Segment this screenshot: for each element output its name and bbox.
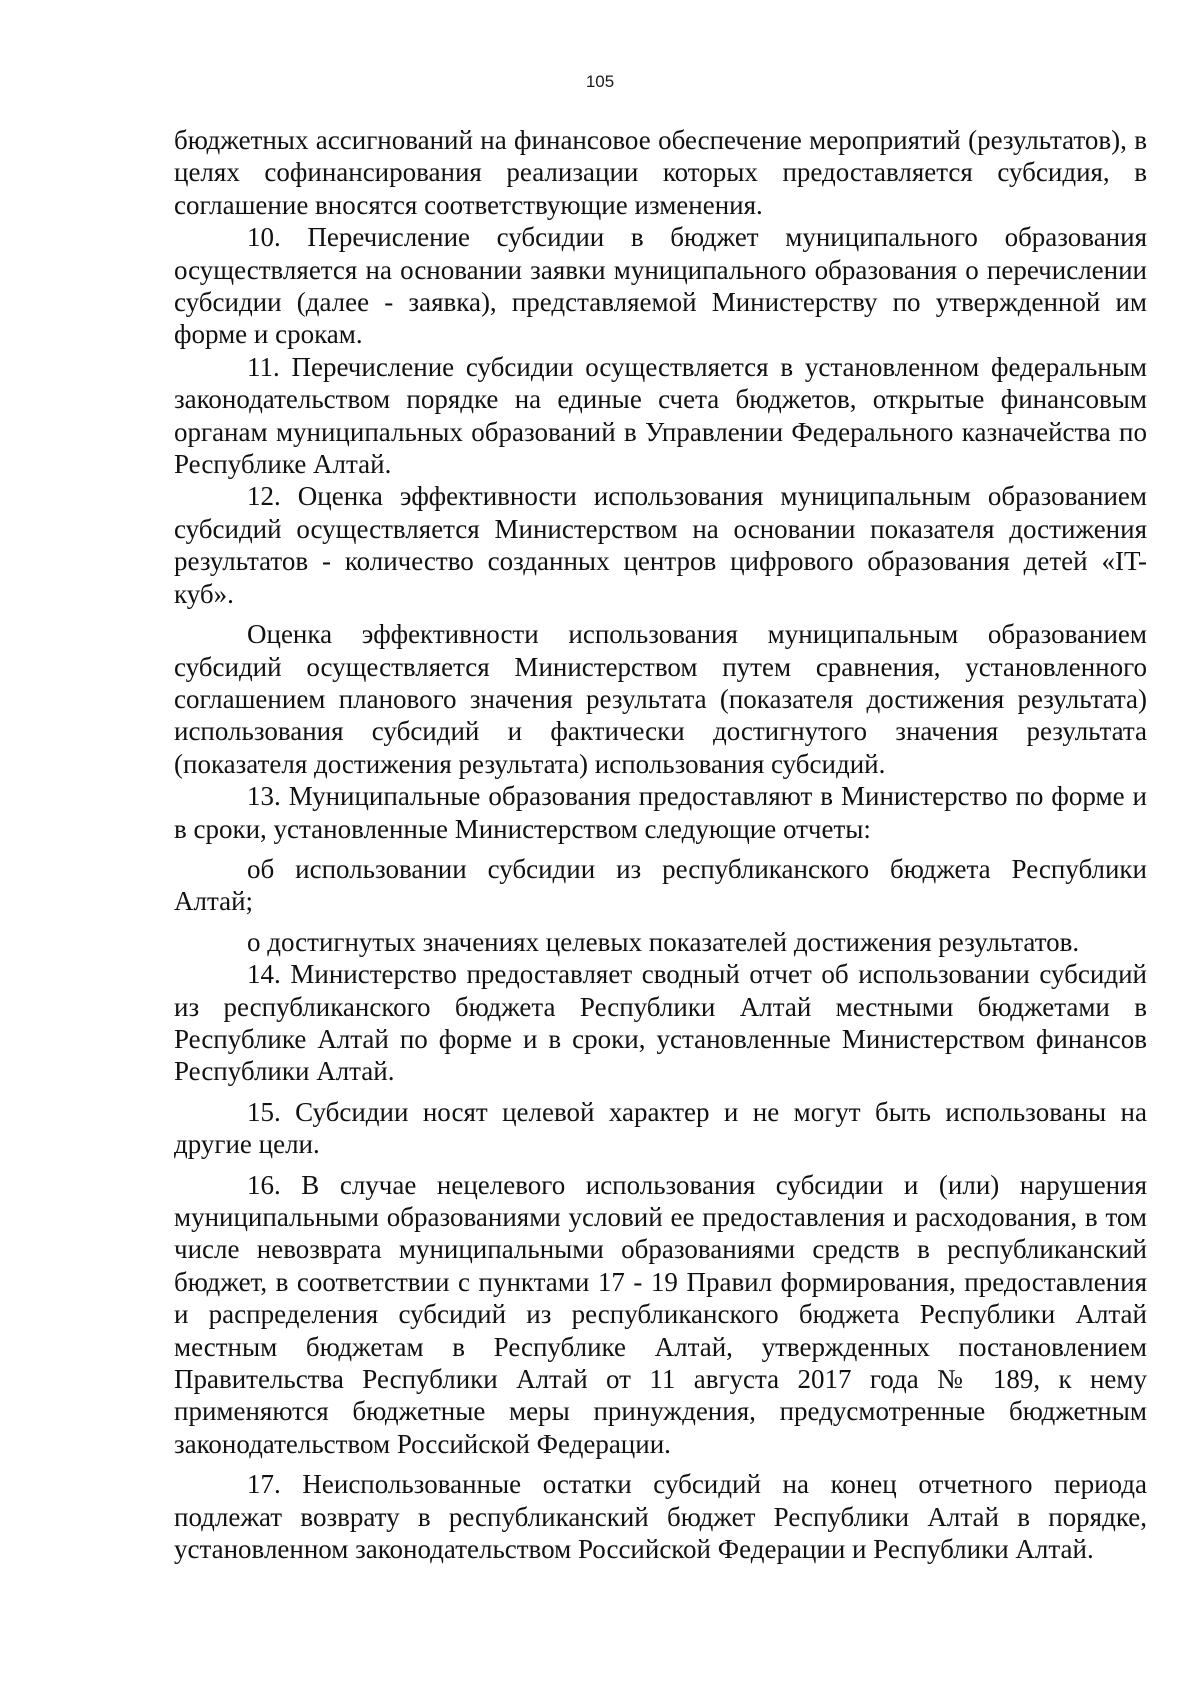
paragraph-item-13: 13. Муниципальные образования предоставляют в Министерство по форме и в сроки, установленные Министерством следующие отчеты: bbox=[174, 781, 1147, 844]
paragraph-report-targets: о достигнутых значениях целевых показателей достижения результатов. bbox=[247, 926, 1080, 957]
paragraph-item-16: 16. В случае нецелевого использования субсидии и (или) нарушения муниципальными образованиями условий ее предоставления и расходования, в том числе невозврата муниципальными образованиями средств в республиканский бюджет, в соответствии с пунктами 17 - 19 Правил формирования, предоставления и распределения субсидий из республиканского бюджета Республики Алтай местным бюджетам в Республике Алтай, утвержденных постановлением Правительства Республики Алтай от 11 августа 2017 года № 189, к нему применяются бюджетные меры принуждения, предусмотренные бюджетным законодательством Российской Федерации. bbox=[174, 1169, 1147, 1459]
document-body bbox=[174, 124, 1147, 1565]
paragraph-item-15: 15. Субсидии носят целевой характер и не могут быть использованы на другие цели. bbox=[174, 1096, 1147, 1160]
paragraph-item-11: 11. Перечисление субсидии осуществляется в установленном федеральным законодательством порядке на единые счета бюджетов, открытые финансовым органам муниципальных образований в Управлении Федерального казначейства по Республике Алтай. bbox=[174, 351, 1147, 480]
paragraph-continuation: бюджетных ассигнований на финансовое обеспечение мероприятий (результатов), в целях софинансирования реализации которых предоставляется субсидия, в соглашение вносятся соответствующие изменения. bbox=[174, 125, 1147, 220]
page-number: 105 bbox=[585, 72, 615, 91]
paragraph-item-14: 14. Министерство предоставляет сводный отчет об использовании субсидий из республиканского бюджета Республики Алтай местными бюджетами в Республике Алтай по форме и в сроки, установленные Министерством финансов Республики Алтай. bbox=[174, 959, 1147, 1087]
paragraph-item-10: 10. Перечисление субсидии в бюджет муниципального образования осуществляется на основании заявки муниципального образования о перечислении субсидии (далее - заявка), представляемой Министерству по утвержденной им форме и срокам. bbox=[174, 222, 1147, 350]
paragraph-report-usage: об использовании субсидии из республиканского бюджета Республики Алтай; bbox=[174, 853, 1147, 917]
paragraph-item-17: 17. Неиспользованные остатки субсидий на конец отчетного периода подлежат возврату в республиканский бюджет Республики Алтай в порядке, установленном законодательством Российской Федерации и Республики Алтай. bbox=[174, 1469, 1147, 1565]
paragraph-item-12-evaluation: Оценка эффективности использования муниципальным образованием субсидий осуществляется Министерством путем сравнения, установленного соглашением планового значения результата (показателя достижения результата) использования субсидий и фактически достигнутого значения результата (показателя достижения результата) использования субсидий. bbox=[174, 619, 1147, 779]
paragraph-item-12: 12. Оценка эффективности использования муниципальным образованием субсидий осуществляется Министерством на основании показателя достижения результатов - количество созданных центров цифрового образования детей «IT-куб». bbox=[174, 481, 1147, 609]
